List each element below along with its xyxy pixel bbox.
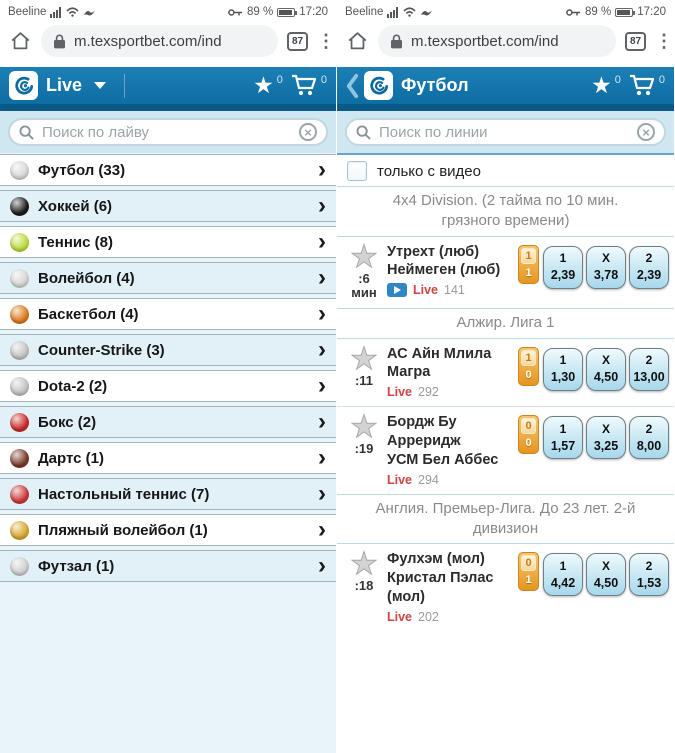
screenshot-right-panel xyxy=(337,0,674,624)
league-section xyxy=(337,494,674,631)
chevron-right-icon xyxy=(318,304,326,324)
score-home: 1 xyxy=(521,350,536,366)
odds-value: 1,30 xyxy=(550,370,576,385)
markets-count: 141 xyxy=(444,283,465,298)
match-fav-time xyxy=(341,344,387,400)
site-logo[interactable] xyxy=(364,71,393,100)
league-header: 4x4 Division. (2 тайма по 10 мин. грязного времени) xyxy=(337,186,674,237)
odds-button[interactable] xyxy=(543,348,583,391)
favorites-button[interactable] xyxy=(591,74,621,98)
league-matches xyxy=(337,339,674,494)
video-filter-label: только с видео xyxy=(377,162,481,180)
live-badge: Live xyxy=(387,609,413,624)
chevron-right-icon xyxy=(318,412,326,432)
sport-label: Dota-2 (2) xyxy=(38,377,108,395)
score-badge xyxy=(518,347,539,386)
odds-group xyxy=(543,553,669,624)
browser-menu-icon[interactable] xyxy=(317,31,327,52)
odds-group xyxy=(543,246,669,302)
sport-list-item[interactable] xyxy=(0,478,336,510)
home-icon[interactable] xyxy=(9,30,32,52)
live-row xyxy=(387,283,518,297)
cart-count: 0 xyxy=(658,74,665,86)
match-time: :18 xyxy=(354,578,374,594)
score-home: 1 xyxy=(521,248,536,264)
boxing-glove-icon xyxy=(10,413,29,432)
table-tennis-icon xyxy=(10,485,29,504)
odds-button[interactable] xyxy=(629,416,669,459)
battery-icon xyxy=(277,8,295,17)
league-matches xyxy=(337,237,674,309)
live-badge: Live xyxy=(387,472,413,487)
search-area xyxy=(337,111,674,153)
lock-icon xyxy=(53,34,66,49)
match-row xyxy=(337,339,674,407)
sports-list xyxy=(0,153,336,753)
sport-list-item[interactable] xyxy=(0,298,336,330)
match-time: :11 xyxy=(354,372,374,388)
odds-value: 13,00 xyxy=(633,370,665,385)
sport-label: Баскетбол (4) xyxy=(38,305,139,323)
score-home: 0 xyxy=(521,418,536,434)
favorite-star-icon[interactable] xyxy=(341,412,387,442)
video-only-checkbox[interactable] xyxy=(347,161,367,181)
sport-list-item[interactable] xyxy=(0,406,336,438)
favorite-star-icon[interactable] xyxy=(341,344,387,374)
score-away: 0 xyxy=(525,368,532,381)
live-badge: Live xyxy=(413,283,439,298)
matches-content xyxy=(337,153,674,631)
match-row xyxy=(337,237,674,309)
address-bar[interactable] xyxy=(41,25,278,57)
odds-value: 3,25 xyxy=(593,438,619,453)
odds-value: 2,39 xyxy=(636,268,662,283)
sport-label: Бокс (2) xyxy=(38,413,97,431)
header-strip xyxy=(337,104,674,111)
cart-count: 0 xyxy=(320,74,327,86)
tab-switcher-button[interactable]: 87 xyxy=(287,32,308,51)
search-icon xyxy=(19,125,34,140)
wifi-icon xyxy=(403,7,416,17)
team-name: Фулхэм (мол) xyxy=(387,551,485,568)
back-button[interactable] xyxy=(346,73,358,99)
sport-list-item[interactable] xyxy=(0,370,336,402)
swallow-icon xyxy=(420,8,433,17)
search-icon xyxy=(356,125,371,140)
clock: 17:20 xyxy=(299,6,328,18)
team-names xyxy=(387,345,518,383)
swallow-icon xyxy=(83,8,96,17)
odds-value: 8,00 xyxy=(636,438,662,453)
team-name: УСМ Бел Аббес xyxy=(387,452,499,468)
chevron-right-icon xyxy=(318,520,326,540)
volleyball-icon xyxy=(10,269,29,288)
match-info[interactable] xyxy=(387,344,518,400)
chevron-right-icon xyxy=(318,196,326,216)
odds-label: 1 xyxy=(559,353,567,368)
status-bar xyxy=(0,0,336,21)
search-bar[interactable] xyxy=(345,118,666,146)
team-names xyxy=(387,550,518,607)
match-time-unit: мин xyxy=(351,285,377,301)
ball-icon xyxy=(10,377,29,396)
league-section xyxy=(337,308,674,493)
team-name: Бордж Бу Арреридж xyxy=(387,414,461,450)
url-text: m.texsportbet.com/ind xyxy=(74,32,222,50)
lock-icon xyxy=(390,34,403,49)
sport-label: Дартс (1) xyxy=(38,449,104,467)
chevron-right-icon xyxy=(318,232,326,252)
cart-icon xyxy=(291,74,318,97)
odds-value: 4,50 xyxy=(593,575,619,590)
app-header xyxy=(337,67,674,104)
league-matches xyxy=(337,544,674,631)
clear-search-icon[interactable] xyxy=(299,123,317,141)
team-name: Кристал Пэлас (мол) xyxy=(387,570,494,606)
betslip-cart-button[interactable] xyxy=(291,74,327,97)
match-row xyxy=(337,406,674,494)
match-info[interactable] xyxy=(387,549,518,624)
match-time: :6 xyxy=(358,270,370,286)
markets-count: 202 xyxy=(418,609,439,624)
favorite-star-icon[interactable] xyxy=(341,549,387,579)
chevron-right-icon xyxy=(318,160,326,180)
sport-label: Настольный теннис (7) xyxy=(38,485,210,503)
ball-icon xyxy=(10,341,29,360)
sections xyxy=(337,186,674,631)
score-badge xyxy=(518,245,539,284)
favorite-star-icon[interactable] xyxy=(341,242,387,272)
markets-count: 292 xyxy=(418,385,439,400)
sport-label: Хоккей (6) xyxy=(38,197,113,215)
page-title[interactable]: Live xyxy=(46,75,83,95)
sport-label: Футбол (33) xyxy=(38,161,126,179)
team-name: Магра xyxy=(387,364,431,381)
signal-icon xyxy=(50,7,62,18)
sport-list-item[interactable] xyxy=(0,550,336,582)
beach-volleyball-icon xyxy=(10,521,29,540)
video-icon xyxy=(387,283,407,297)
futsal-ball-icon xyxy=(10,557,29,576)
sport-list-item[interactable] xyxy=(0,226,336,258)
score-away: 0 xyxy=(525,437,532,450)
team-names xyxy=(387,243,518,281)
search-input[interactable] xyxy=(42,124,291,141)
score-away: 1 xyxy=(525,266,532,279)
tennis-ball-icon xyxy=(10,233,29,252)
dartboard-icon xyxy=(10,449,29,468)
browser-bar xyxy=(0,21,336,67)
odds-label: 1 xyxy=(559,250,567,265)
odds-label: 2 xyxy=(645,558,653,573)
odds-label: 2 xyxy=(645,353,653,368)
score-away: 1 xyxy=(525,574,532,587)
match-fav-time xyxy=(341,412,387,487)
favorites-count: 0 xyxy=(614,73,621,86)
basketball-icon xyxy=(10,305,29,324)
battery-percent: 89 % xyxy=(247,6,274,18)
odds-label: X xyxy=(601,353,610,368)
battery-percent: 89 % xyxy=(585,6,612,18)
carrier-label: Beeline xyxy=(345,6,384,18)
clock: 17:20 xyxy=(637,6,666,18)
odds-button[interactable] xyxy=(586,553,626,596)
sport-label: Пляжный волейбол (1) xyxy=(38,521,208,539)
tab-switcher-button[interactable]: 87 xyxy=(625,32,646,51)
odds-label: X xyxy=(601,421,610,436)
sport-label: Волейбол (4) xyxy=(38,269,135,287)
league-section xyxy=(337,186,674,308)
odds-button[interactable] xyxy=(543,246,583,289)
chevron-down-icon[interactable] xyxy=(94,82,106,89)
odds-group xyxy=(543,348,669,400)
match-fav-time xyxy=(341,242,387,302)
score-home: 0 xyxy=(521,555,536,571)
match-fav-time xyxy=(341,549,387,624)
chevron-right-icon xyxy=(318,376,326,396)
sport-list-item[interactable] xyxy=(0,190,336,222)
chevron-right-icon xyxy=(318,340,326,360)
sport-label: Футзал (1) xyxy=(38,557,115,575)
browser-menu-icon[interactable] xyxy=(655,31,665,52)
signal-icon xyxy=(387,7,399,18)
sport-label: Теннис (8) xyxy=(38,233,113,251)
header-strip xyxy=(0,104,336,111)
odds-button[interactable] xyxy=(586,348,626,391)
header-divider xyxy=(124,74,125,98)
url-text: m.texsportbet.com/ind xyxy=(411,32,559,50)
address-bar[interactable] xyxy=(378,25,616,57)
sport-list-item[interactable] xyxy=(0,442,336,474)
chevron-right-icon xyxy=(318,448,326,468)
search-area xyxy=(0,111,336,153)
odds-label: X xyxy=(601,558,610,573)
odds-button[interactable] xyxy=(629,553,669,596)
screenshot-left-panel xyxy=(0,0,337,600)
live-badge: Live xyxy=(387,385,413,400)
search-input[interactable] xyxy=(379,124,629,141)
betslip-cart-button[interactable] xyxy=(629,74,665,97)
key-icon xyxy=(228,8,243,17)
score-badge xyxy=(518,552,539,591)
odds-button[interactable] xyxy=(629,348,669,391)
odds-label: 2 xyxy=(645,421,653,436)
live-row xyxy=(387,385,518,399)
team-name: Утрехт (люб) xyxy=(387,243,480,260)
sport-list-item[interactable] xyxy=(0,514,336,546)
soccer-ball-icon xyxy=(10,161,29,180)
score-badge xyxy=(518,415,539,454)
odds-label: 1 xyxy=(559,558,567,573)
chevron-right-icon xyxy=(318,484,326,504)
odds-button[interactable] xyxy=(629,246,669,289)
chevron-right-icon xyxy=(318,556,326,576)
cart-icon xyxy=(629,74,656,97)
league-header: Алжир. Лига 1 xyxy=(337,308,674,338)
sport-list-item[interactable] xyxy=(0,154,336,186)
odds-button[interactable] xyxy=(543,553,583,596)
odds-value: 3,78 xyxy=(593,268,619,283)
chevron-right-icon xyxy=(318,268,326,288)
status-bar xyxy=(337,0,674,21)
battery-icon xyxy=(615,8,633,17)
match-info[interactable] xyxy=(387,242,518,302)
odds-button[interactable] xyxy=(586,246,626,289)
markets-count: 294 xyxy=(418,472,439,487)
odds-value: 4,42 xyxy=(550,575,576,590)
odds-label: X xyxy=(601,250,610,265)
odds-label: 1 xyxy=(559,421,567,436)
match-time: :19 xyxy=(354,441,374,457)
odds-value: 1,53 xyxy=(636,575,662,590)
odds-button[interactable] xyxy=(543,416,583,459)
team-name: Неймеген (люб) xyxy=(387,262,501,279)
hockey-puck-icon xyxy=(10,197,29,216)
favorites-count: 0 xyxy=(276,73,283,86)
star-icon xyxy=(591,74,612,98)
wifi-icon xyxy=(66,7,79,17)
search-bar[interactable] xyxy=(8,118,328,146)
home-icon[interactable] xyxy=(346,30,369,52)
browser-bar xyxy=(337,21,674,67)
sport-label: Counter-Strike (3) xyxy=(38,341,165,359)
app-header xyxy=(0,67,336,104)
odds-label: 2 xyxy=(645,250,653,265)
match-row xyxy=(337,544,674,631)
live-row xyxy=(387,610,518,624)
star-icon xyxy=(253,74,274,98)
sport-list-item[interactable] xyxy=(0,334,336,366)
page-title: Футбол xyxy=(401,75,469,95)
team-names xyxy=(387,413,518,470)
clear-search-icon[interactable] xyxy=(637,123,655,141)
favorites-button[interactable] xyxy=(253,74,283,98)
carrier-label: Beeline xyxy=(8,6,47,18)
key-icon xyxy=(566,8,581,17)
sport-list-item[interactable] xyxy=(0,262,336,294)
odds-button[interactable] xyxy=(586,416,626,459)
site-logo[interactable] xyxy=(9,71,38,100)
odds-value: 1,57 xyxy=(550,438,576,453)
live-row xyxy=(387,473,518,487)
match-info[interactable] xyxy=(387,412,518,487)
odds-value: 2,39 xyxy=(550,268,576,283)
team-name: АС Айн Млила xyxy=(387,345,492,362)
odds-value: 4,50 xyxy=(593,370,619,385)
league-header: Англия. Премьер-Лига. До 23 лет. 2-й дивизион xyxy=(337,494,674,545)
video-filter-row xyxy=(337,155,674,186)
odds-group xyxy=(543,416,669,487)
